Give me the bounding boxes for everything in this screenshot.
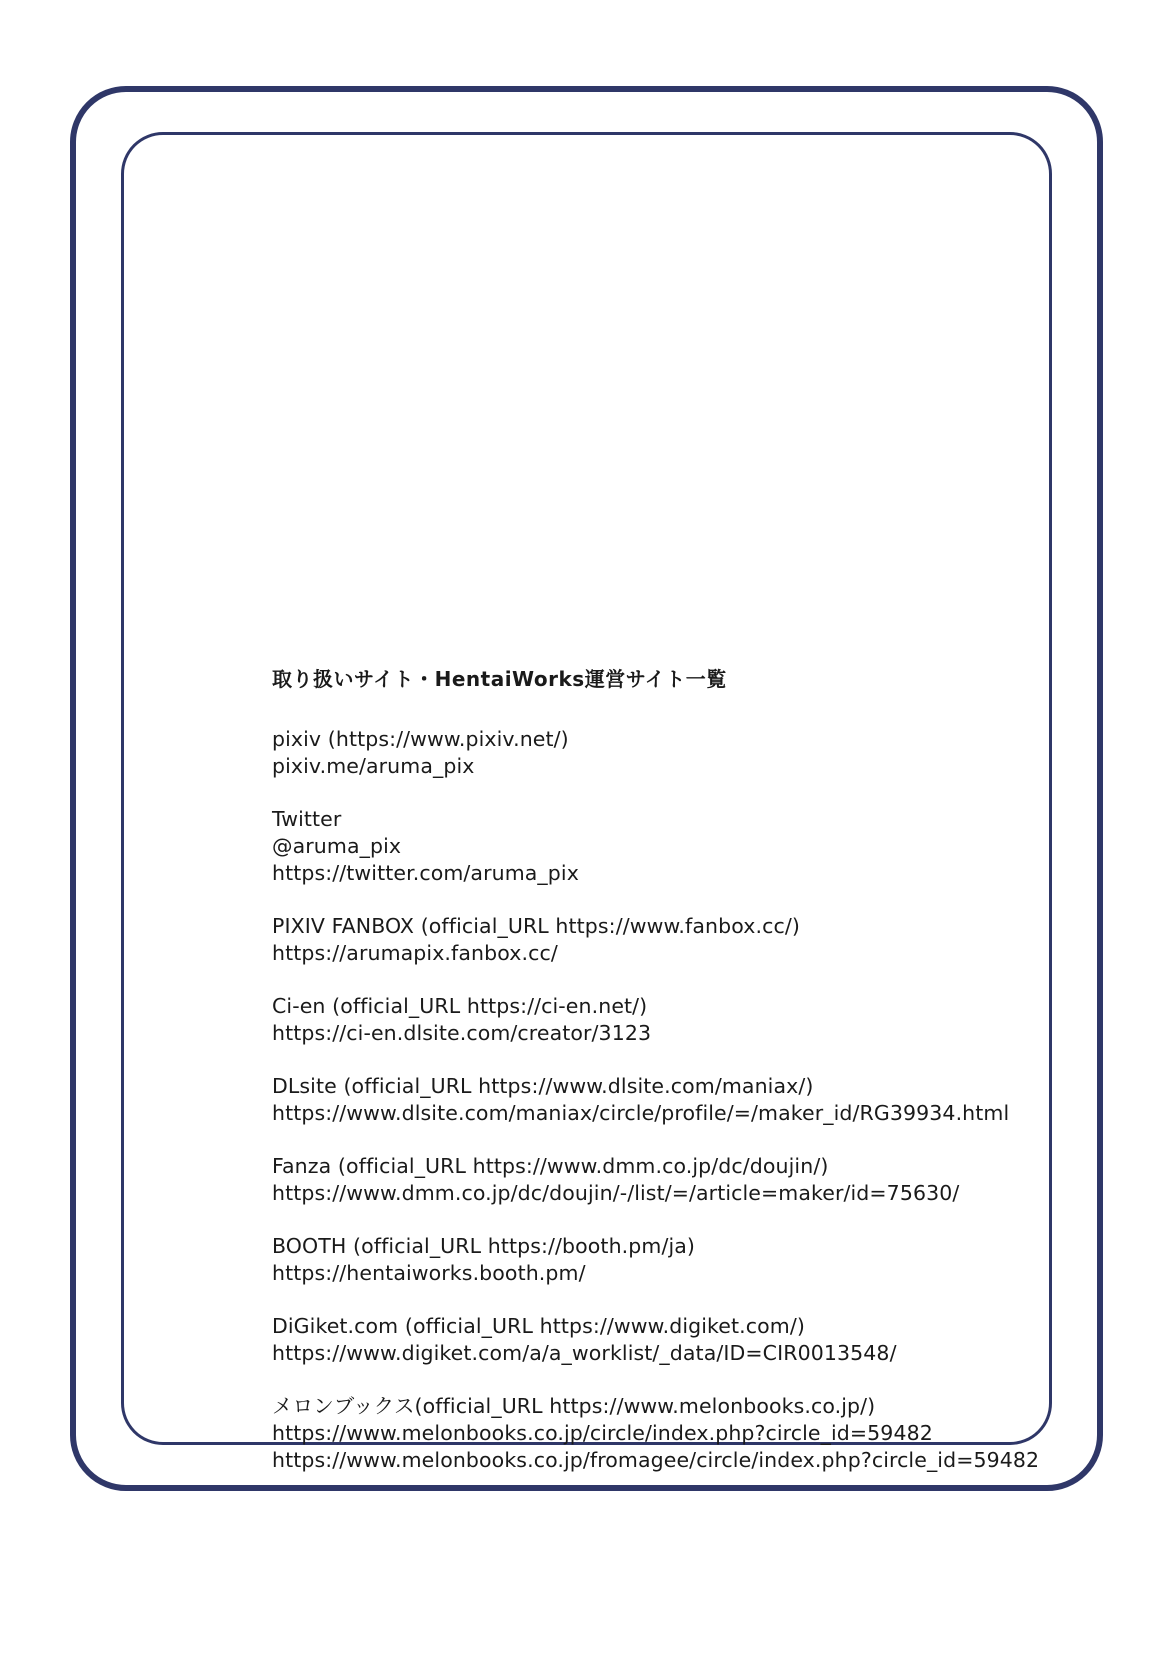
site-block-twitter	[272, 806, 1102, 887]
site-line: https://www.dmm.co.jp/dc/doujin/-/list/=/article=maker/id=75630/	[272, 1181, 960, 1205]
site-line: https://www.dlsite.com/maniax/circle/profile/=/maker_id/RG39934.html	[272, 1101, 1010, 1125]
site-block-fanza	[272, 1153, 1102, 1207]
site-line: Twitter	[272, 807, 342, 831]
site-block-digiket	[272, 1313, 1102, 1367]
site-block-dlsite	[272, 1073, 1102, 1127]
site-list-content	[272, 663, 1102, 1474]
site-block-melonbooks	[272, 1393, 1102, 1474]
page-title: 取り扱いサイト・HentaiWorks運営サイト一覧	[272, 667, 727, 691]
site-line: DiGiket.com (official_URL https://www.digiket.com/)	[272, 1314, 805, 1338]
site-line: @aruma_pix	[272, 834, 402, 858]
site-line: https://ci-en.dlsite.com/creator/3123	[272, 1021, 652, 1045]
site-line: pixiv.me/aruma_pix	[272, 754, 475, 778]
site-line: https://www.digiket.com/a/a_worklist/_data/ID=CIR0013548/	[272, 1341, 897, 1365]
site-line: https://www.melonbooks.co.jp/fromagee/circle/index.php?circle_id=59482	[272, 1448, 1040, 1472]
site-block-booth	[272, 1233, 1102, 1287]
site-line: メロンブックス(official_URL https://www.melonbooks.co.jp/)	[272, 1394, 876, 1418]
site-line: DLsite (official_URL https://www.dlsite.com/maniax/)	[272, 1074, 814, 1098]
page-border-outer	[70, 86, 1103, 1491]
site-line: Ci-en (official_URL https://ci-en.net/)	[272, 994, 648, 1018]
site-line: Fanza (official_URL https://www.dmm.co.jp/dc/doujin/)	[272, 1154, 829, 1178]
site-line: BOOTH (official_URL https://booth.pm/ja)	[272, 1234, 696, 1258]
page-border-inner	[121, 132, 1052, 1472]
site-block-pixiv-fanbox	[272, 913, 1102, 967]
site-line: https://arumapix.fanbox.cc/	[272, 941, 558, 965]
site-line: PIXIV FANBOX (official_URL https://www.fanbox.cc/)	[272, 914, 800, 938]
site-line: pixiv (https://www.pixiv.net/)	[272, 727, 569, 751]
site-line: https://hentaiworks.booth.pm/	[272, 1261, 586, 1285]
site-block-pixiv	[272, 726, 1102, 780]
site-block-ci-en	[272, 993, 1102, 1047]
site-line: https://twitter.com/aruma_pix	[272, 861, 579, 885]
site-line: https://www.melonbooks.co.jp/circle/index.php?circle_id=59482	[272, 1421, 933, 1445]
